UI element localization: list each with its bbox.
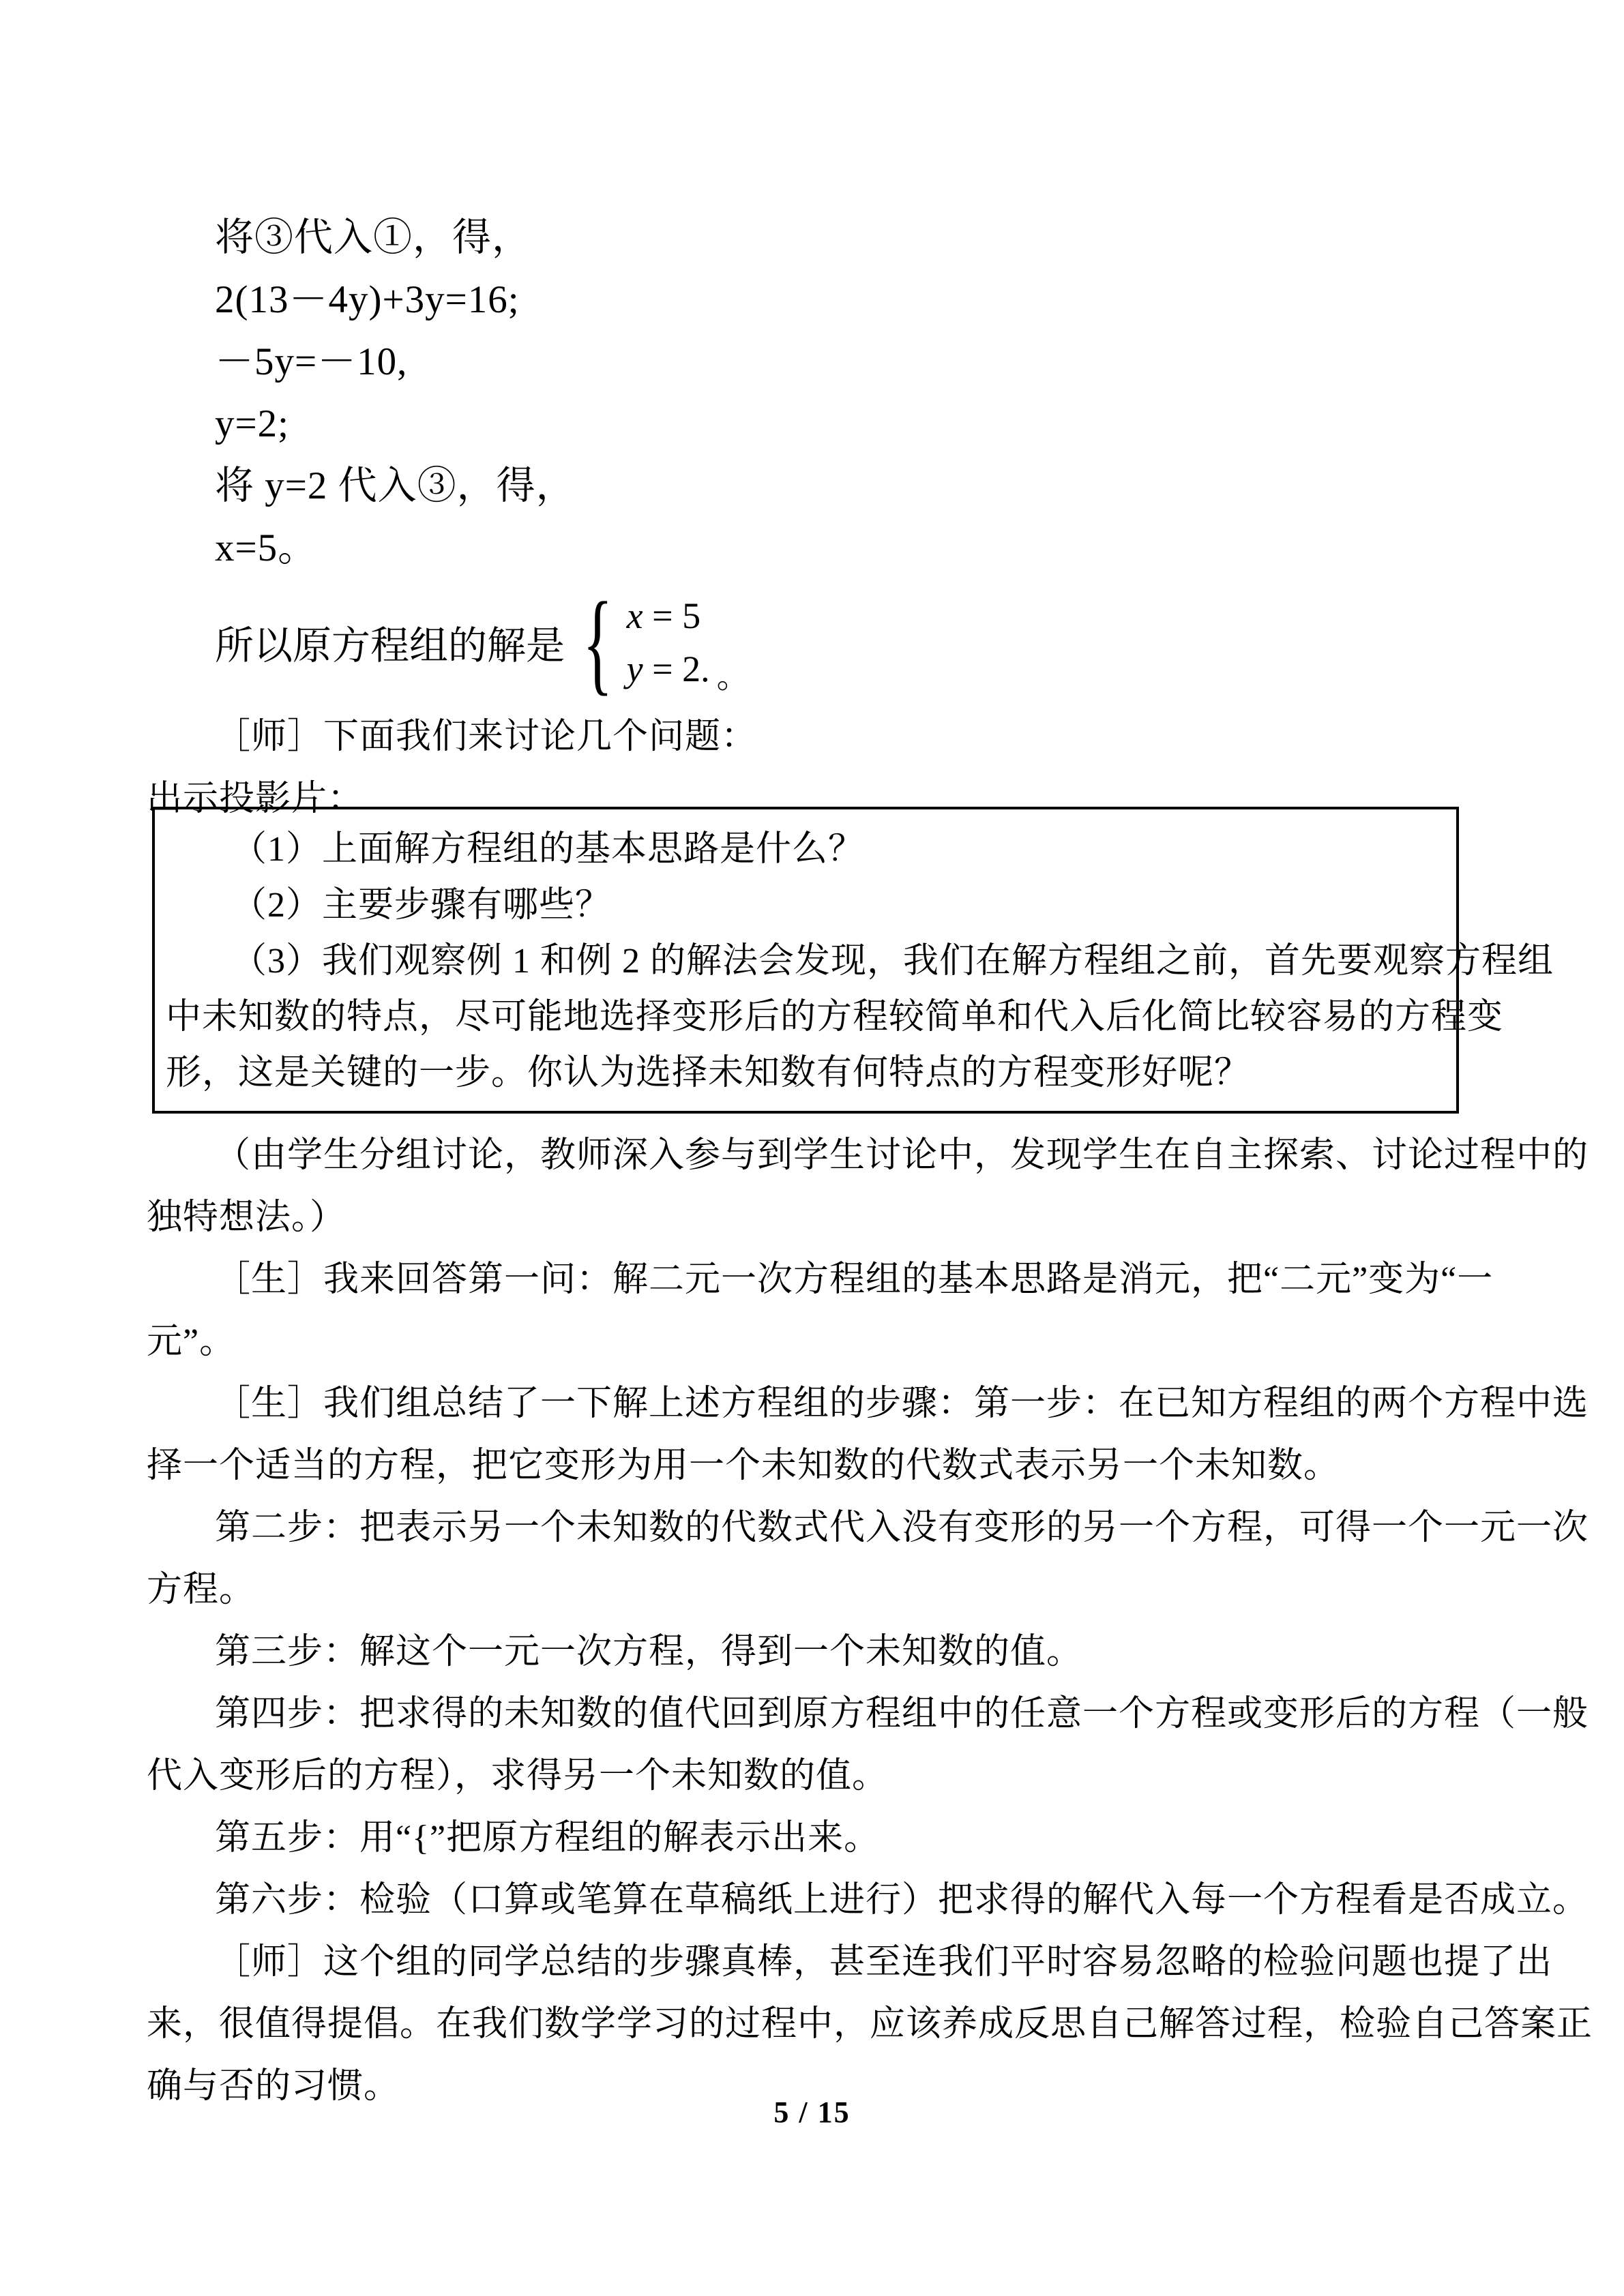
equation-system — [627, 589, 710, 696]
box-question-line: 中未知数的特点，尽可能地选择变形后的方程较简单和代入后化简比较容易的方程变 — [166, 998, 1504, 1037]
text-line: ［生］我来回答第一问：解二元一次方程组的基本思路是消元，把“二元”变为“一 — [215, 1260, 1494, 1299]
equation-line: y=2; — [215, 402, 289, 445]
projection-label-line: 出示投影片： — [147, 779, 364, 818]
text-line: 代入变形后的方程），求得另一个未知数的值。 — [147, 1757, 889, 1795]
system-equation-2 — [627, 642, 710, 696]
system-left-brace: { — [582, 579, 613, 706]
text-line: ［师］这个组的同学总结的步骤真棒，甚至连我们平时容易忽略的检验问题也提了出 — [215, 1943, 1553, 1982]
equation-line: 将③代入①，得， — [215, 216, 531, 259]
variable-y: y — [626, 648, 643, 689]
page-number: 5 / 15 — [773, 2096, 851, 2129]
text-line: 第六步：检验（口算或笔算在草稿纸上进行）把求得的解代入每一个方程看是否成立。 — [215, 1881, 1589, 1920]
solution-period: 。 — [716, 659, 750, 695]
equation-1-value: = 5 — [643, 595, 701, 636]
variable-x: x — [626, 595, 643, 636]
text-line: 择一个适当的方程，把它变形为用一个未知数的代数式表示另一个未知数。 — [147, 1446, 1340, 1485]
equation-line: 将 y=2 代入③，得， — [215, 464, 576, 507]
text-line: 第三步：解这个一元一次方程，得到一个未知数的值。 — [215, 1632, 1083, 1671]
text-line: 第五步：用“{”把原方程组的解表示出来。 — [215, 1819, 881, 1858]
equation-steps-block — [147, 207, 1494, 579]
box-question-line: （3）我们观察例 1 和例 2 的解法会发现，我们在解方程组之前，首先要观察方程组 — [231, 942, 1554, 981]
text-line: 方程。 — [147, 1570, 256, 1609]
text-line: 来，很值得提倡。在我们数学学习的过程中，应该养成反思自己解答过程，检验自己答案正 — [147, 2005, 1593, 2044]
box-question-line: （1）上面解方程组的基本思路是什么？ — [231, 830, 865, 869]
equation-line: 2(13－4y)+3y=16; — [215, 278, 520, 321]
system-equation-1 — [627, 589, 710, 642]
box-question-line: 形，这是关键的一步。你认为选择未知数有何特点的方程变形好呢？ — [166, 1054, 1251, 1092]
text-line: ［生］我们组总结了一下解上述方程组的步骤：第一步：在已知方程组的两个方程中选 — [215, 1384, 1589, 1423]
box-question-line: （2）主要步骤有哪些？ — [231, 886, 612, 925]
equation-line: －5y=－10, — [215, 340, 408, 383]
text-line: 第四步：把求得的未知数的值代回到原方程组中的任意一个方程或变形后的方程（一般 — [215, 1695, 1589, 1733]
solution-prefix: 所以原方程组的解是 — [215, 625, 565, 668]
text-line: （由学生分组讨论，教师深入参与到学生讨论中，发现学生在自主探索、讨论过程中的 — [215, 1136, 1589, 1175]
text-line: 第二步：把表示另一个未知数的代数式代入没有变形的另一个方程，可得一个一元一次 — [215, 1508, 1589, 1547]
discussion-block — [147, 1124, 1593, 2117]
text-line: 独特想法。） — [147, 1198, 346, 1237]
equation-line: x=5。 — [215, 526, 318, 569]
solution-line — [147, 579, 1494, 706]
text-line: 元”。 — [147, 1322, 236, 1361]
projection-question-box — [152, 807, 1554, 1114]
text-line: 确与否的习惯。 — [147, 2067, 400, 2106]
teacher-intro-line: ［师］下面我们来讨论几个问题： — [215, 717, 758, 756]
equation-2-value: = 2. — [643, 648, 710, 689]
